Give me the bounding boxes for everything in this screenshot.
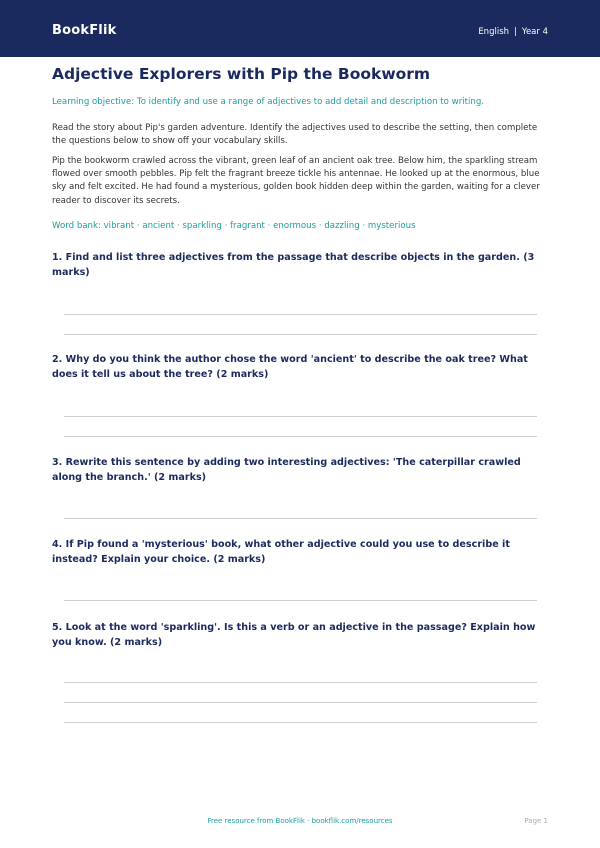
answer-line[interactable] [64,314,537,315]
word-bank: Word bank: vibrant · ancient · sparkling · fragrant · enormous · dazzling · mysterious [52,221,416,231]
question-1: 1. Find and list three adjectives from the passage that describe objects in the garden. (3 marks) [52,252,535,278]
answer-line[interactable] [64,722,537,723]
answer-line[interactable] [64,436,537,437]
header-meta [478,27,548,37]
footer-source[interactable]: Free resource from BookFlik · bookflik.com/resources [207,817,393,825]
learning-objective: Learning objective: To identify and use a range of adjectives to add detail and description to writing. [52,97,485,107]
question-4: 4. If Pip found a 'mysterious' book, what other adjective could you use to describe it instead? Explain your choice. (2 marks) [52,539,510,565]
instructions-text: Read the story about Pip's garden adventure. Identify the adjectives used to describe the setting, then complete the questions below to show off your vocabulary skills. [52,123,538,147]
answer-line[interactable] [64,334,537,335]
header-bar [0,0,600,57]
answer-line[interactable] [64,416,537,417]
story-passage: Pip the bookworm crawled across the vibrant, green leaf of an ancient oak tree. Below him, the sparkling stream flowed over smooth pebbles. Pip felt the fragrant breeze tickle his antennae. He looked up at the enormous, blue sky and felt excited. He had found a mysterious, golden book hidden deep within the garden, waiting for a clever reader to discover its secrets. [52,156,540,206]
subject-label: English [478,27,510,37]
answer-line[interactable] [64,600,537,601]
brand-logo[interactable]: BookFlik [52,23,117,38]
question-5: 5. Look at the word 'sparkling'. Is this a verb or an adjective in the passage? Explain how you know. (2 marks) [52,622,536,648]
year-label: Year 4 [521,27,548,37]
question-2: 2. Why do you think the author chose the word 'ancient' to describe the oak tree? What does it tell us about the tree? (2 marks) [52,354,528,380]
worksheet-title: Adjective Explorers with Pip the Bookworm [52,65,431,83]
answer-line[interactable] [64,682,537,683]
page-number: Page 1 [524,817,548,825]
answer-line[interactable] [64,702,537,703]
meta-separator: | [514,27,517,37]
question-3: 3. Rewrite this sentence by adding two interesting adjectives: 'The caterpillar crawled along the branch.' (2 marks) [52,457,521,483]
answer-line[interactable] [64,518,537,519]
